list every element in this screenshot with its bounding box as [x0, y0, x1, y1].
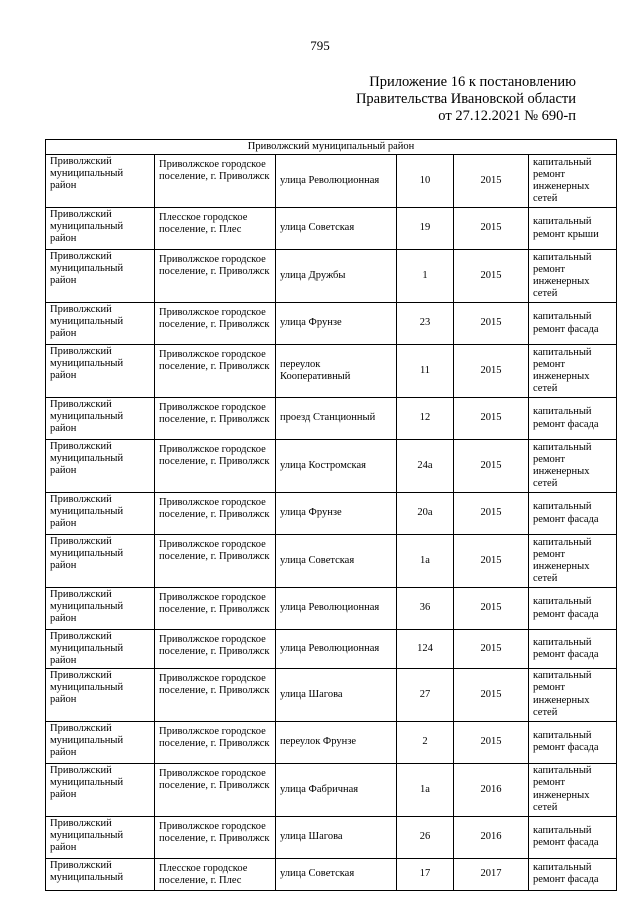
street-cell: переулок Кооперативный	[276, 345, 397, 398]
table-row	[46, 816, 617, 858]
house-number-cell: 2	[397, 721, 454, 763]
work-type-cell: капитальный ремонт фасада	[529, 303, 617, 345]
settlement-cell: Приволжское городское поселение, г. Приволжск	[155, 535, 276, 588]
table-row	[46, 535, 617, 588]
table-row	[46, 588, 617, 630]
work-type-cell: капитальный ремонт инженерных сетей	[529, 155, 617, 208]
settlement-cell: Приволжское городское поселение, г. Приволжск	[155, 493, 276, 535]
table-row	[46, 630, 617, 669]
district-cell: Приволжский муниципальный район	[46, 250, 155, 303]
district-cell: Приволжский муниципальный район	[46, 303, 155, 345]
district-cell: Приволжский муниципальный район	[46, 440, 155, 493]
work-type-cell: капитальный ремонт инженерных сетей	[529, 763, 617, 816]
table-row	[46, 398, 617, 440]
settlement-cell: Плесское городское поселение, г. Плес	[155, 208, 276, 250]
work-type-cell: капитальный ремонт инженерных сетей	[529, 440, 617, 493]
work-type-cell: капитальный ремонт фасада	[529, 493, 617, 535]
table-body	[46, 155, 617, 891]
work-type-cell: капитальный ремонт фасада	[529, 630, 617, 669]
work-type-cell: капитальный ремонт крыши	[529, 208, 617, 250]
house-number-cell: 1а	[397, 763, 454, 816]
settlement-cell: Плесское городское поселение, г. Плес	[155, 858, 276, 890]
house-number-cell: 19	[397, 208, 454, 250]
year-cell: 2015	[454, 493, 529, 535]
district-cell: Приволжский муниципальный район	[46, 155, 155, 208]
year-cell: 2015	[454, 721, 529, 763]
settlement-cell: Приволжское городское поселение, г. Приволжск	[155, 398, 276, 440]
settlement-cell: Приволжское городское поселение, г. Приволжск	[155, 588, 276, 630]
house-number-cell: 124	[397, 630, 454, 669]
district-cell: Приволжский муниципальный район	[46, 630, 155, 669]
settlement-cell: Приволжское городское поселение, г. Приволжск	[155, 345, 276, 398]
year-cell: 2015	[454, 208, 529, 250]
street-cell: улица Революционная	[276, 630, 397, 669]
work-type-cell: капитальный ремонт фасада	[529, 398, 617, 440]
street-cell: улица Революционная	[276, 588, 397, 630]
document-header	[276, 74, 576, 125]
district-cell: Приволжский муниципальный район	[46, 668, 155, 721]
settlement-cell: Приволжское городское поселение, г. Приволжск	[155, 155, 276, 208]
year-cell: 2015	[454, 250, 529, 303]
table-row	[46, 763, 617, 816]
house-number-cell: 17	[397, 858, 454, 890]
table-row	[46, 440, 617, 493]
header-line-1: Приложение 16 к постановлению	[369, 74, 576, 90]
work-type-cell: капитальный ремонт инженерных сетей	[529, 345, 617, 398]
house-number-cell: 1а	[397, 535, 454, 588]
table-row	[46, 250, 617, 303]
year-cell: 2016	[454, 763, 529, 816]
house-number-cell: 11	[397, 345, 454, 398]
street-cell: улица Шагова	[276, 816, 397, 858]
work-type-cell: капитальный ремонт фасада	[529, 721, 617, 763]
street-cell: улица Фрунзе	[276, 493, 397, 535]
settlement-cell: Приволжское городское поселение, г. Приволжск	[155, 763, 276, 816]
district-cell: Приволжский муниципальный район	[46, 816, 155, 858]
house-number-cell: 1	[397, 250, 454, 303]
year-cell: 2015	[454, 155, 529, 208]
table-row	[46, 208, 617, 250]
table-row	[46, 493, 617, 535]
table-row	[46, 668, 617, 721]
settlement-cell: Приволжское городское поселение, г. Приволжск	[155, 721, 276, 763]
street-cell: проезд Станционный	[276, 398, 397, 440]
house-number-cell: 24а	[397, 440, 454, 493]
table-title: Приволжский муниципальный район	[46, 140, 617, 155]
house-number-cell: 20а	[397, 493, 454, 535]
year-cell: 2017	[454, 858, 529, 890]
year-cell: 2015	[454, 535, 529, 588]
district-cell: Приволжский муниципальный район	[46, 721, 155, 763]
header-line-3: от 27.12.2021 № 690-п	[438, 108, 576, 124]
district-cell: Приволжский муниципальный район	[46, 588, 155, 630]
district-cell: Приволжский муниципальный район	[46, 345, 155, 398]
page-number: 795	[310, 38, 330, 53]
house-number-cell: 12	[397, 398, 454, 440]
house-number-cell: 23	[397, 303, 454, 345]
housing-repair-table	[45, 139, 617, 891]
table-row	[46, 345, 617, 398]
work-type-cell: капитальный ремонт фасада	[529, 816, 617, 858]
settlement-cell: Приволжское городское поселение, г. Приволжск	[155, 303, 276, 345]
settlement-cell: Приволжское городское поселение, г. Приволжск	[155, 250, 276, 303]
work-type-cell: капитальный ремонт инженерных сетей	[529, 668, 617, 721]
street-cell: улица Шагова	[276, 668, 397, 721]
settlement-cell: Приволжское городское поселение, г. Приволжск	[155, 630, 276, 669]
year-cell: 2015	[454, 588, 529, 630]
street-cell: улица Фабричная	[276, 763, 397, 816]
street-cell: улица Революционная	[276, 155, 397, 208]
year-cell: 2015	[454, 303, 529, 345]
work-type-cell: капитальный ремонт инженерных сетей	[529, 250, 617, 303]
year-cell: 2015	[454, 345, 529, 398]
street-cell: улица Костромская	[276, 440, 397, 493]
house-number-cell: 26	[397, 816, 454, 858]
year-cell: 2015	[454, 630, 529, 669]
settlement-cell: Приволжское городское поселение, г. Приволжск	[155, 816, 276, 858]
header-line-2: Правительства Ивановской области	[355, 91, 576, 107]
table-row	[46, 303, 617, 345]
year-cell: 2015	[454, 668, 529, 721]
settlement-cell: Приволжское городское поселение, г. Приволжск	[155, 668, 276, 721]
street-cell: улица Советская	[276, 208, 397, 250]
house-number-cell: 10	[397, 155, 454, 208]
house-number-cell: 27	[397, 668, 454, 721]
district-cell: Приволжский муниципальный	[46, 858, 155, 890]
district-cell: Приволжский муниципальный район	[46, 398, 155, 440]
table-row	[46, 858, 617, 890]
work-type-cell: капитальный ремонт фасада	[529, 588, 617, 630]
year-cell: 2016	[454, 816, 529, 858]
table-row	[46, 721, 617, 763]
house-number-cell: 36	[397, 588, 454, 630]
street-cell: улица Фрунзе	[276, 303, 397, 345]
street-cell: улица Советская	[276, 535, 397, 588]
settlement-cell: Приволжское городское поселение, г. Приволжск	[155, 440, 276, 493]
street-cell: улица Дружбы	[276, 250, 397, 303]
year-cell: 2015	[454, 398, 529, 440]
district-cell: Приволжский муниципальный район	[46, 535, 155, 588]
district-cell: Приволжский муниципальный район	[46, 763, 155, 816]
year-cell: 2015	[454, 440, 529, 493]
district-cell: Приволжский муниципальный район	[46, 208, 155, 250]
work-type-cell: капитальный ремонт фасада	[529, 858, 617, 890]
work-type-cell: капитальный ремонт инженерных сетей	[529, 535, 617, 588]
table-row	[46, 155, 617, 208]
district-cell: Приволжский муниципальный район	[46, 493, 155, 535]
street-cell: улица Советская	[276, 858, 397, 890]
street-cell: переулок Фрунзе	[276, 721, 397, 763]
